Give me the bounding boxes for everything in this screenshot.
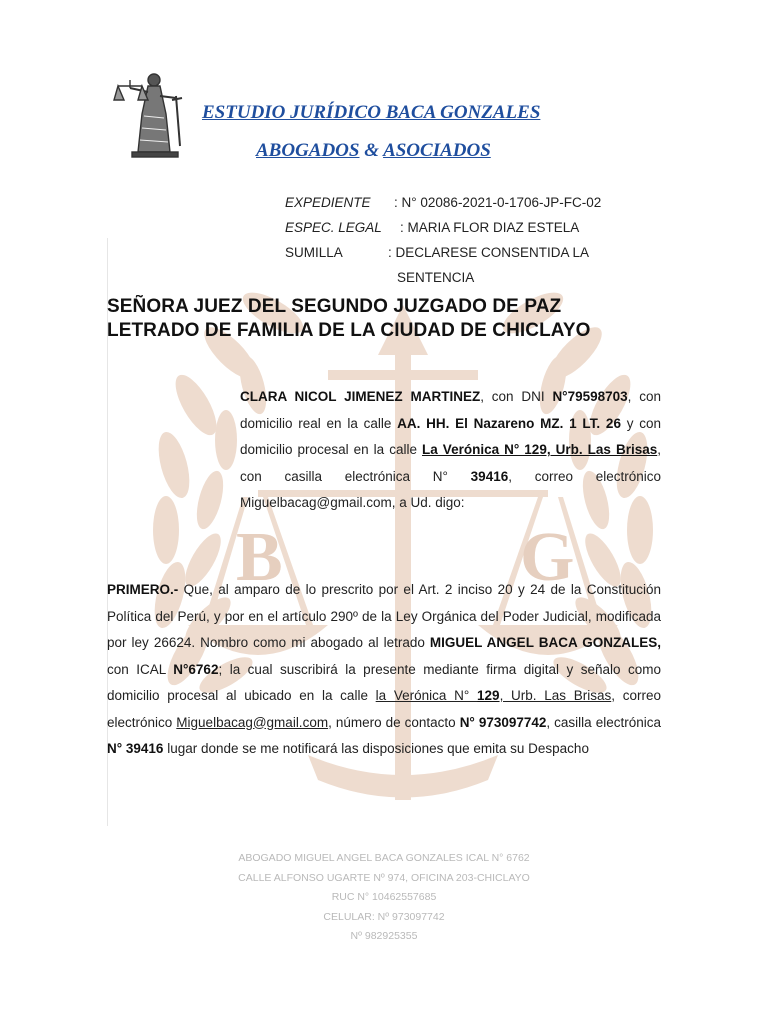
footer-line-phone2: Nº 982925355 — [350, 930, 418, 942]
footer-line-cellphone: CELULAR: Nº 973097742 — [323, 910, 445, 923]
intro-text-4: , con casilla electrónica N° — [240, 442, 661, 484]
addressee-heading — [107, 295, 667, 343]
intro-paragraph — [240, 384, 661, 517]
expediente-label: EXPEDIENTE — [285, 195, 371, 210]
letterhead-footer — [0, 849, 768, 947]
primero-text-6: , casilla electrónica — [546, 714, 661, 730]
procedural-address: La Verónica N° 129, Urb. Las Brisas — [422, 442, 658, 457]
primero-paragraph — [107, 577, 661, 763]
intro-text-3: y con domicilio procesal en la calle — [240, 415, 661, 457]
lawyer-name: MIGUEL ANGEL BACA GONZALES, — [429, 635, 661, 650]
espec-row — [285, 220, 382, 235]
addressee-heading-line2: LETRADO DE FAMILIA DE LA CIUDAD DE CHICLAYO — [107, 320, 591, 341]
footer-line-ruc: RUC N° 10462557685 — [331, 891, 437, 903]
primero-text-3: ; la cual suscribirá la presente mediante firma digital y señalo como domicilio procesal al ubicado en la calle — [107, 661, 661, 703]
client-dni: N°79598703 — [552, 389, 628, 404]
firm-sub-asociados: ASOCIADOS — [383, 140, 491, 161]
primero-text-7: lugar donde se me notificará las disposiciones que emita su Despacho — [163, 741, 589, 756]
watermark-letter-b: B — [236, 519, 283, 596]
espec-value: : MARIA FLOR DIAZ ESTELA — [400, 220, 580, 235]
client-address: AA. HH. El Nazareno MZ. 1 LT. 26 — [397, 415, 621, 431]
espec-label: ESPEC. LEGAL — [285, 220, 382, 235]
expediente-value: : N° 02086-2021-0-1706-JP-FC-02 — [394, 195, 602, 210]
client-name: CLARA NICOL JIMENEZ MARTINEZ — [240, 389, 481, 404]
lawyer-email: Miguelbacag@gmail.com — [176, 714, 329, 730]
expediente-row — [285, 195, 371, 210]
sumilla-label: SUMILLA — [285, 245, 343, 260]
street-number: 129 — [477, 688, 500, 703]
intro-text-5: , correo electrónico Miguelbacag@gmail.com, a Ud. digo: — [240, 468, 661, 510]
primero-label: PRIMERO.- — [107, 582, 179, 597]
lady-justice-logo — [108, 66, 194, 158]
sumilla-value-line1: : DECLARESE CONSENTIDA LA — [388, 245, 590, 260]
street-part-a: la Verónica N° — [375, 688, 478, 703]
client-casilla: 39416 — [470, 468, 509, 484]
addressee-heading-line1: SEÑORA JUEZ DEL SEGUNDO JUZGADO DE PAZ — [107, 296, 562, 317]
lawyer-casilla: N° 39416 — [107, 741, 164, 756]
watermark-letter-g: G — [520, 519, 575, 596]
primero-text-2: con ICAL — [107, 661, 174, 677]
sumilla-value-line2: SENTENCIA — [397, 270, 475, 285]
street-part-b: , Urb. Las Brisas — [499, 688, 612, 703]
lawyer-ical: N°6762 — [173, 661, 219, 677]
footer-line-lawyer: ABOGADO MIGUEL ANGEL BACA GONZALES ICAL N° 6762 — [238, 852, 530, 864]
firm-sub-abogados: ABOGADOS — [256, 140, 360, 161]
firm-subtitle — [256, 140, 491, 162]
firm-name: ESTUDIO JURÍDICO BACA GONZALES — [202, 102, 541, 123]
intro-text-1: , con DNI — [480, 389, 553, 404]
primero-text-5: , número de contacto — [328, 714, 460, 730]
intro-text-2: , con domicilio real en la calle — [240, 389, 661, 431]
footer-line-address: CALLE ALFONSO UGARTE Nº 974, OFICINA 203-CHICLAYO — [238, 871, 530, 884]
primero-text-4: , correo electrónico — [107, 688, 661, 730]
lawyer-phone: N° 973097742 — [459, 714, 547, 730]
primero-text-1: Que, al amparo de lo prescrito por el Art. 2 inciso 20 y 24 de la Constitución Política del Perú, y por en el artículo 290º de la Ley Orgánica del Poder Judicial, modificada por ley 26624. Nombro como mi abogado al letrado — [107, 582, 661, 650]
firm-sub-ampersand: & — [359, 140, 384, 161]
